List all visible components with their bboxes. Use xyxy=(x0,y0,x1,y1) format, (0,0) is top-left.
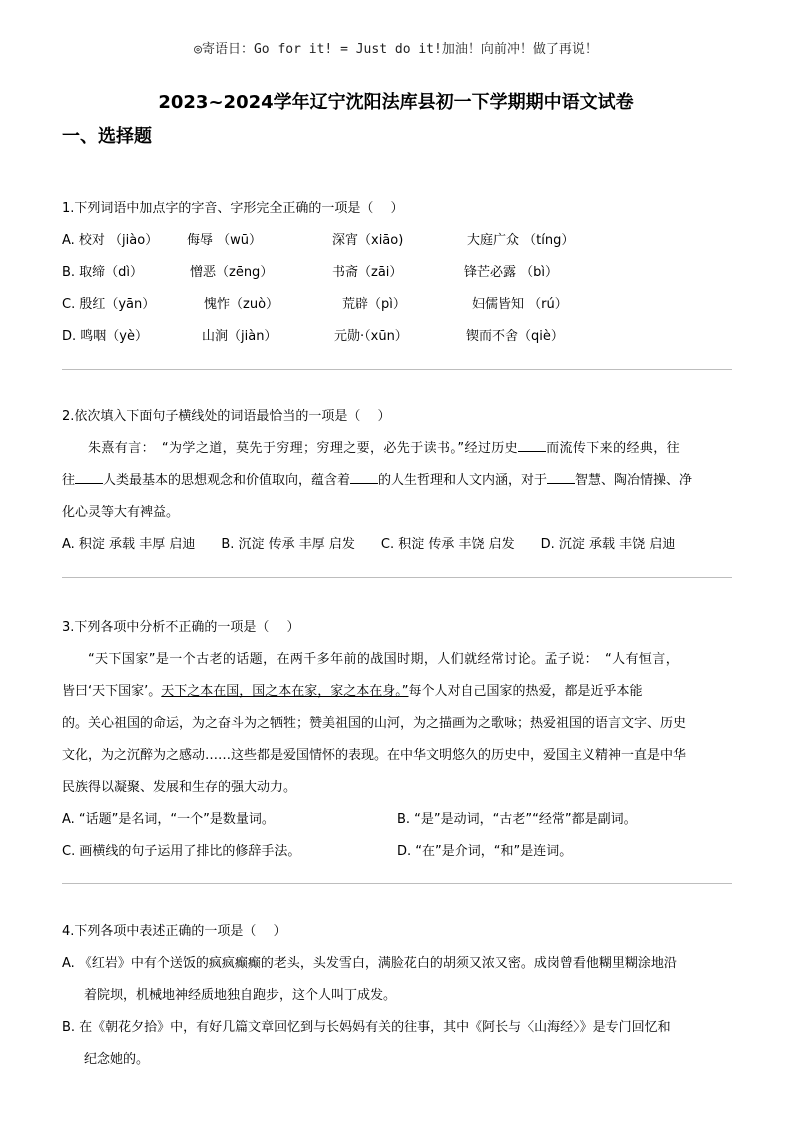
option-cell: C. 殷红（yān） xyxy=(62,297,156,312)
question-3 xyxy=(62,612,732,868)
question-2 xyxy=(62,401,732,561)
divider xyxy=(62,577,732,578)
question-stem: 4.下列各项中表述正确的一项是（ ） xyxy=(62,924,287,939)
option-row xyxy=(62,289,732,321)
option-row xyxy=(62,225,732,257)
option-cell: B. 取缔（dì） xyxy=(62,265,144,280)
option-b-cont: 纪念她的。 xyxy=(84,1052,150,1067)
question-4 xyxy=(62,916,732,1076)
passage-line: “天下国家”是一个古老的话题，在两千多年前的战国时期，人们就经常讨论。孟子说： “人有恒言， xyxy=(88,652,680,667)
option-d: D. “在”是介词，“和”是连词。 xyxy=(397,844,573,859)
divider xyxy=(62,883,732,884)
option-cell: D. 鸣咽（yè） xyxy=(62,329,148,344)
option-row xyxy=(62,321,732,353)
motto-header: ◎寄语日：Go for it! = Just do it!加油！向前冲！做了再说！ xyxy=(194,42,598,57)
passage-line: 朱熹有言： “为学之道，莫先于穷理；穷理之要，必先于读书。”经过历史 而流传下来的经典，往 xyxy=(62,433,732,465)
page-title: 2023~2024学年辽宁沈阳法库县初一下学期期中语文试卷 xyxy=(158,92,634,113)
option-cell: 元勋·（xūn） xyxy=(334,329,408,344)
question-1 xyxy=(62,193,732,353)
passage-line: 民族得以凝聚、发展和生存的强大动力。 xyxy=(62,780,297,795)
option-cell: 憎恶（zēng） xyxy=(190,265,274,280)
passage-line: 的。关心祖国的命运，为之奋斗为之牺牲；赞美祖国的山河，为之描画为之歌咏；热爱祖国的语言文字、历史 xyxy=(62,716,687,731)
answer-options xyxy=(62,804,732,868)
passage-line: 往 人类最基本的思想观念和价值取向，蕴含着 的人生哲理和人文内涵，对于 智慧、陶冶情操、净 xyxy=(62,465,732,497)
option-cell: 锋芒必露 （bì） xyxy=(464,265,558,280)
answer-options: A. 积淀 承载 丰厚 启迪 B. 沉淀 传承 丰厚 启发 C. 积淀 传承 丰饶 启发 D. 沉淀 承载 丰饶 启迪 xyxy=(62,537,676,552)
fill-blank xyxy=(518,437,546,452)
option-cell: 大庭广众 （tíng） xyxy=(467,233,575,248)
option-cell: 山涧（jiàn） xyxy=(202,329,278,344)
option-a: A. 《红岩》中有个送饭的疯疯癫癫的老头，头发雪白，满脸花白的胡须又浓又密。成岗曾看他糊里糊涂地沿 xyxy=(62,956,677,971)
option-cell: A. 校对 （jiào） xyxy=(62,233,159,248)
question-stem: 3.下列各项中分析不正确的一项是（ ） xyxy=(62,620,300,635)
option-cell: 侮辱 （wū） xyxy=(187,233,263,248)
option-a: A. “话题”是名词，“一个”是数量词。 xyxy=(62,812,275,827)
fill-blank xyxy=(547,469,575,484)
fill-blank xyxy=(350,469,378,484)
option-b: B. 在《朝花夕拾》中，有好几篇文章回忆到与长妈妈有关的往事，其中《阿长与〈山海经〉》是专门回忆和 xyxy=(62,1020,671,1035)
option-cell: 荒辟（pì） xyxy=(342,297,406,312)
fill-blank xyxy=(75,469,103,484)
option-row xyxy=(62,257,732,289)
option-cell: 锲而不舍（qiè） xyxy=(466,329,564,344)
passage-line: 化心灵等大有裨益。 xyxy=(62,505,180,520)
underlined-sentence: 天下之本在国，国之本在家，家之本在身。” xyxy=(161,684,409,699)
passage-line: 皆曰‘天下国家’。天下之本在国，国之本在家，家之本在身。”每个人对自己国家的热爱，都是近乎本能 xyxy=(62,684,643,699)
option-c: C. 画横线的句子运用了排比的修辞手法。 xyxy=(62,844,301,859)
divider xyxy=(62,369,732,370)
option-a-cont: 着院坝，机械地神经质地独自跑步，这个人叫丁成发。 xyxy=(84,988,397,1003)
option-cell: 深宵（xiāo) xyxy=(332,233,404,248)
option-cell: 书斋（zāi） xyxy=(332,265,403,280)
question-stem: 1.下列词语中加点字的字音、字形完全正确的一项是（ ） xyxy=(62,201,404,216)
option-b: B. “是”是动词，“古老”“经常”都是副词。 xyxy=(397,812,637,827)
passage-line: 文化，为之沉醉为之感动……这些都是爱国情怀的表现。在中华文明悠久的历史中，爱国主义精神一直是中华 xyxy=(62,748,687,763)
question-stem: 2.依次填入下面句子横线处的词语最恰当的一项是（ ） xyxy=(62,409,391,424)
section-heading: 一、选择题 xyxy=(62,126,152,147)
option-cell: 妇儒皆知 （rú） xyxy=(472,297,568,312)
option-cell: 愧怍（zuò） xyxy=(204,297,280,312)
